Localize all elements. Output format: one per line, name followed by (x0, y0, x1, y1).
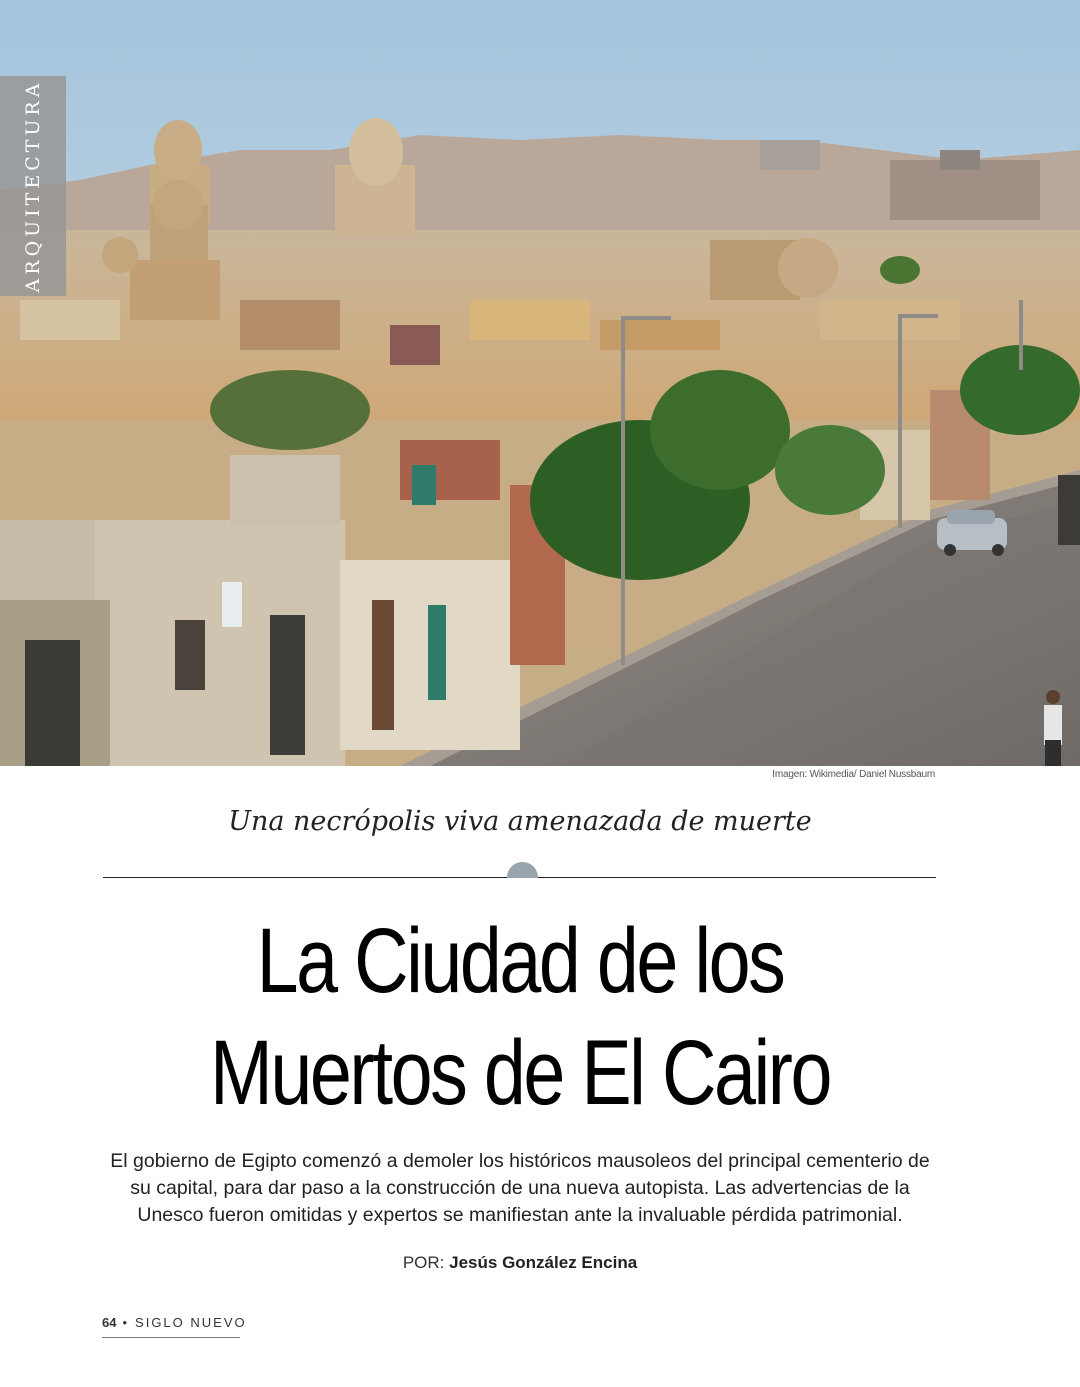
footer-separator: • (122, 1315, 130, 1330)
publication-name: SIGLO NUEVO (135, 1315, 247, 1330)
footer-rule (102, 1337, 240, 1338)
section-tab (0, 76, 66, 296)
photo-credit: Imagen: Wikimedia/ Daniel Nussbaum (772, 769, 935, 780)
kicker: Una necrópolis viva amenazada de muerte (228, 806, 812, 837)
page-footer (102, 1315, 247, 1330)
standfirst: El gobierno de Egipto comenzó a demoler los históricos mausoleos del principal cementerio de su capital, para dar paso a la construcción de una nueva autopista. Las advertencias de la Unesco fueron omitidas y expertos se manifiestan ante la invaluable pérdida patrimonial. (110, 1150, 930, 1226)
byline-author: Jesús González Encina (449, 1253, 638, 1272)
section-label: ARQUITECTURA (22, 79, 44, 293)
divider-dot (507, 862, 538, 878)
headline-line-2: Muertos de El Cairo (210, 1022, 830, 1124)
headline (94, 905, 947, 1129)
page-number: 64 (102, 1315, 117, 1330)
byline-prefix: POR: (402, 1253, 450, 1272)
byline (0, 1253, 1040, 1273)
headline-line-1: La Ciudad de los (256, 910, 784, 1012)
